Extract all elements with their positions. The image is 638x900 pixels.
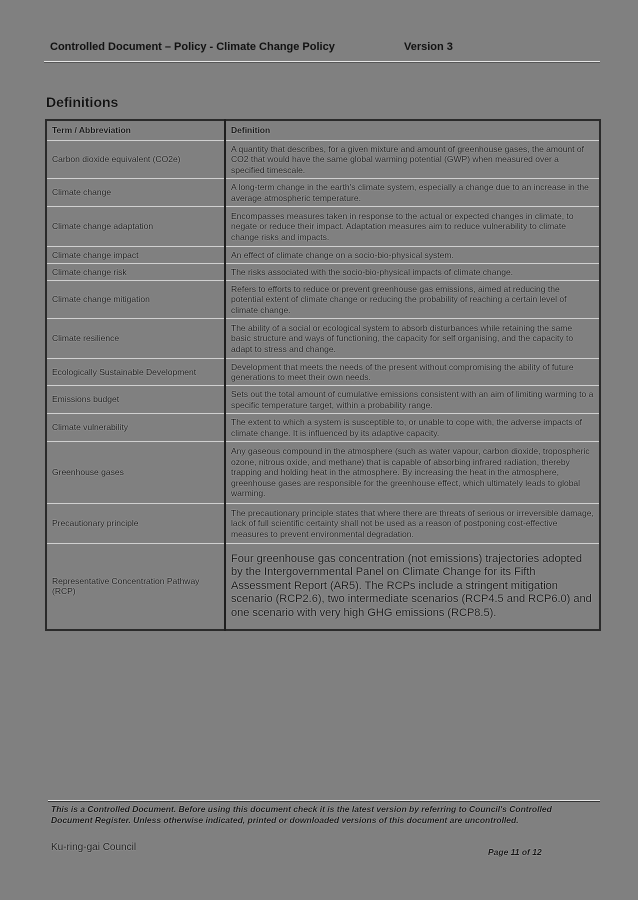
- definition-cell: The ability of a social or ecological system to absorb disturbances while retaining the same basic structure and ways of functioning, the capacity for self organising, and the capacity to adapt to stress and change.: [225, 319, 600, 359]
- definition-cell: A quantity that describes, for a given mixture and amount of greenhouse gases, the amount of CO2 that would have the same global warming potential (GWP) when measured over a specified timescale.: [225, 141, 600, 179]
- definition-cell: An effect of climate change on a socio-bio-physical system.: [225, 247, 600, 264]
- table-row: [46, 141, 600, 179]
- table-row: [46, 359, 600, 386]
- table-row: [46, 264, 600, 281]
- definition-cell: Development that meets the needs of the present without compromising the ability of future generations to meet their own needs.: [225, 359, 600, 386]
- table-row: [46, 281, 600, 319]
- document-title: Controlled Document – Policy - Climate Change Policy: [50, 41, 335, 53]
- definition-cell: Four greenhouse gas concentration (not emissions) trajectories adopted by the Intergovernmental Panel on Climate Change for its Fifth Assessment Report (AR5). The RCPs include a stringent mitigation scenario (RCP2.6), two intermediate scenarios (RCP4.5 and RCP6.0) and one scenario with very high GHG emissions (RCP8.5).: [225, 544, 600, 630]
- section-heading: Definitions: [46, 94, 119, 110]
- table-row: [46, 207, 600, 247]
- term-cell: Ecologically Sustainable Development: [46, 359, 225, 386]
- table-row: [46, 442, 600, 504]
- term-cell: Greenhouse gases: [46, 442, 225, 504]
- definition-cell: The risks associated with the socio-bio-physical impacts of climate change.: [225, 264, 600, 281]
- document-version: Version 3: [404, 41, 453, 53]
- term-cell: Climate change mitigation: [46, 281, 225, 319]
- footer-divider: [48, 800, 600, 802]
- column-header-definition: Definition: [225, 120, 600, 141]
- table-row: [46, 414, 600, 442]
- table-row: [46, 247, 600, 264]
- definition-cell: A long-term change in the earth's climate system, especially a change due to an increase in the average atmospheric temperature.: [225, 179, 600, 207]
- definitions-table: [45, 119, 601, 631]
- term-cell: Climate resilience: [46, 319, 225, 359]
- page-number: Page 11 of 12: [488, 847, 542, 857]
- controlled-document-notice: This is a Controlled Document. Before using this document check it is the latest version by referring to Council's Controlled Document Register. Unless otherwise indicated, printed or downloaded versions of this document are uncontrolled.: [51, 804, 552, 825]
- table-row: [46, 544, 600, 630]
- term-cell: Climate vulnerability: [46, 414, 225, 442]
- term-cell: Representative Concentration Pathway (RCP): [46, 544, 225, 630]
- term-cell: Carbon dioxide equivalent (CO2e): [46, 141, 225, 179]
- table-row: [46, 179, 600, 207]
- term-cell: Precautionary principle: [46, 504, 225, 544]
- table-header-row: [46, 120, 600, 141]
- definition-cell: Any gaseous compound in the atmosphere (such as water vapour, carbon dioxide, tropospheric ozone, nitrous oxide, and methane) that is capable of absorbing infrared radiation, thereby trapping and holding heat in the atmosphere. By increasing the heat in the atmosphere, greenhouse gases are responsible for the greenhouse effect, which ultimately leads to global warming.: [225, 442, 600, 504]
- table-row: [46, 504, 600, 544]
- header-divider: [44, 61, 600, 63]
- term-cell: Climate change risk: [46, 264, 225, 281]
- definition-cell: Refers to efforts to reduce or prevent greenhouse gas emissions, aimed at reducing the potential extent of climate change or reducing the probability of reaching a certain level of climate change.: [225, 281, 600, 319]
- term-cell: Climate change: [46, 179, 225, 207]
- definition-cell: Sets out the total amount of cumulative emissions consistent with an aim of limiting warming to a specific temperature target, within a probability range.: [225, 386, 600, 414]
- term-cell: Climate change adaptation: [46, 207, 225, 247]
- table-row: [46, 319, 600, 359]
- term-cell: Climate change impact: [46, 247, 225, 264]
- definition-cell: The extent to which a system is susceptible to, or unable to cope with, the adverse impacts of climate change. It is influenced by its adaptive capacity.: [225, 414, 600, 442]
- definition-cell: Encompasses measures taken in response to the actual or expected changes in climate, to negate or reduce their impact. Adaptation measures aim to reduce vulnerability to climate change risks and impacts.: [225, 207, 600, 247]
- definition-cell: The precautionary principle states that where there are threats of serious or irreversible damage, lack of full scientific certainty shall not be used as a reason of postponing cost-effective measures to prevent environmental degradation.: [225, 504, 600, 544]
- column-header-term: Term / Abbreviation: [46, 120, 225, 141]
- table-row: [46, 386, 600, 414]
- term-cell: Emissions budget: [46, 386, 225, 414]
- organisation-name: Ku-ring-gai Council: [51, 842, 137, 853]
